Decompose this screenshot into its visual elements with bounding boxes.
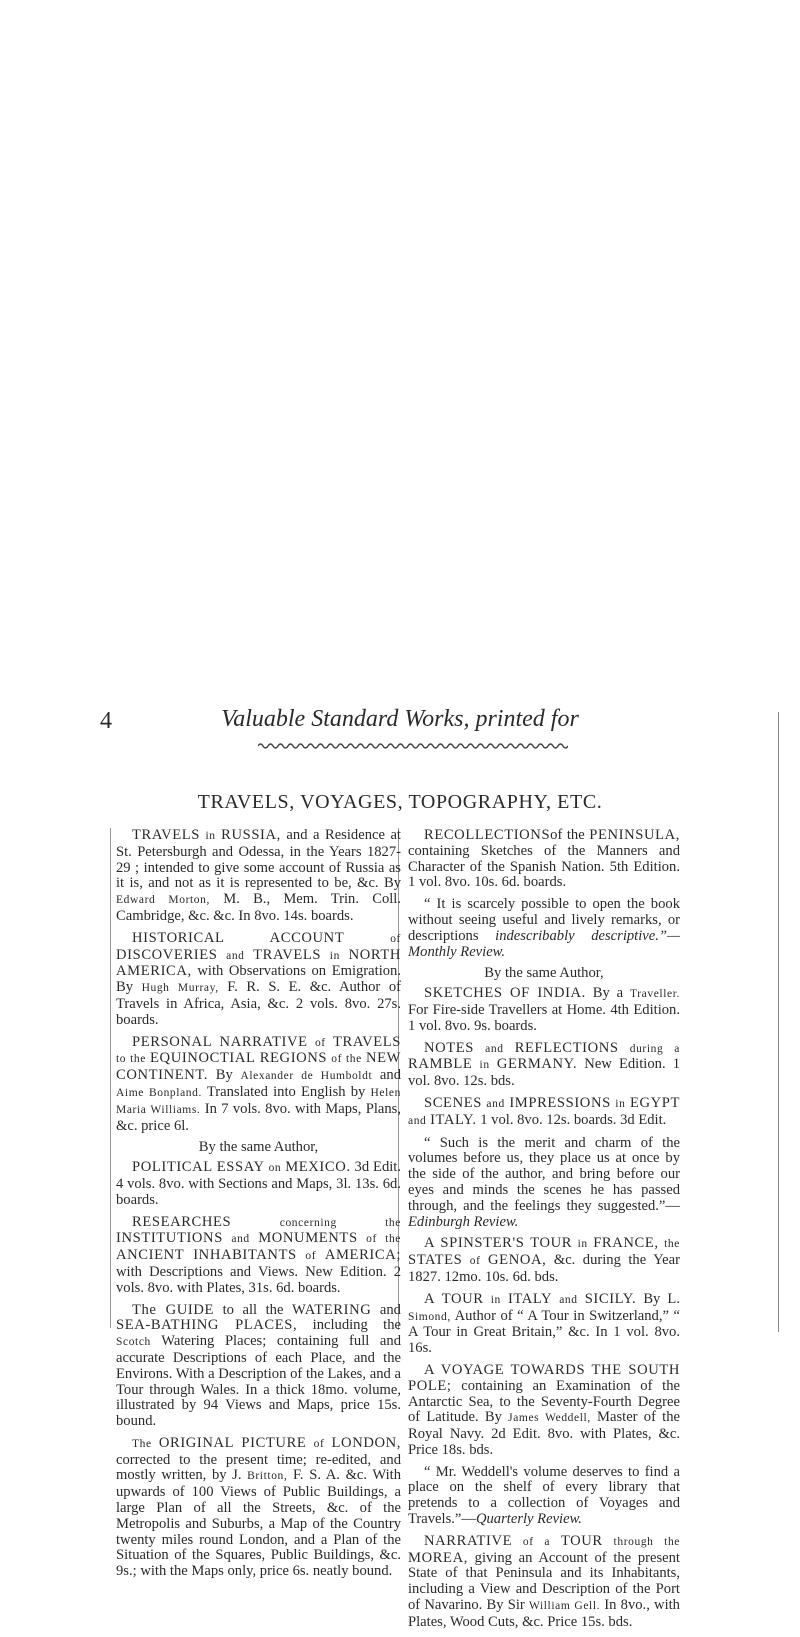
entry-text: Translated into English by [201, 1083, 371, 1100]
entry-heading: PERSONAL NARRATIVE [132, 1033, 308, 1050]
wavy-ornament-rule [258, 741, 568, 751]
entry-heading: PENINSULA, [589, 827, 680, 843]
entry-heading: A SPINSTER'S TOUR [424, 1235, 573, 1252]
entry-text: and a Residence at St. Petersburgh and Odessa, in the Years 1827-29 ; intended to give some account of Russia as it is, and not as it is represented to be, &c. By [116, 827, 401, 892]
heading-connector: concerning the [279, 1216, 401, 1229]
entry-heading: SCENES [424, 1094, 482, 1111]
entry-heading: RAMBLE [408, 1056, 473, 1073]
entry-text: giving an Account of the present State of that Peninsula and its Inhabitants, including a View and Description of the Port of Navarino. By Sir [408, 1549, 680, 1614]
heading-connector: in [329, 949, 340, 962]
heading-connector: during a [629, 1042, 680, 1055]
quote-source: Edinburgh Review. [408, 1213, 519, 1230]
left-column-rule [110, 828, 111, 1328]
entry-sketches-india [408, 986, 680, 1034]
entry-heading: POLITICAL ESSAY [132, 1159, 265, 1176]
entry-heading: DISCOVERIES [116, 946, 218, 963]
entry-text: By L. [636, 1290, 680, 1307]
entry-heading: NOTES [424, 1039, 475, 1056]
entry-heading: WATERING [291, 1301, 372, 1318]
heading-connector: and [408, 1114, 427, 1127]
entry-heading: AMERICA; [324, 1247, 401, 1264]
entry-voyage-south-pole [408, 1363, 680, 1459]
entry-heading: ORIGINAL PICTURE [158, 1434, 307, 1451]
entry-narrative-morea [408, 1534, 680, 1631]
entry-original-picture-london [116, 1436, 401, 1580]
entry-text: containing an Examination of the Antarctic Sea, to the Seventy-Fourth Degree of Latitude. By [408, 1377, 680, 1426]
entry-heading: LONDON, [331, 1434, 402, 1451]
entry-scenes-impressions [408, 1096, 680, 1130]
entry-heading: STATES [408, 1252, 463, 1269]
entry-text: with Descriptions and Views. New Edition. 2 vols. 8vo. with Plates, 31s. 6d. boards. [116, 1263, 401, 1296]
review-quote [408, 1465, 680, 1528]
author-name: Scotch [116, 1336, 151, 1349]
entry-text: By [208, 1067, 241, 1084]
heading-connector: in [490, 1293, 501, 1306]
quote-source: Quarterly Review. [475, 1511, 582, 1528]
entry-heading: NORTH AMERICA, [116, 946, 401, 980]
heading-connector: of [469, 1255, 481, 1268]
author-name: Alexander de Humboldt [240, 1070, 373, 1083]
entry-text: 1 vol. 8vo. 12s. boards. 3d Edit. [476, 1111, 667, 1128]
entry-text: F. S. A. &c. With upwards of 100 Views of Public Buildings, a large Plan of all the Streets, &c. of the Metropolis and Suburbs, a Map of the Country twenty miles round London, and a Plan of the Situation of the Squares, Public Buildings, &c. 9s.; with the Maps only, price 6s. neatly bound. [116, 1467, 401, 1580]
entry-text: corrected to the present time; re-edited, and mostly written, by J. [116, 1451, 401, 1484]
running-title: Valuable Standard Works, printed for [221, 706, 579, 732]
entry-text: and [372, 1067, 401, 1084]
entry-heading: TRAVELS [333, 1033, 401, 1050]
entry-heading: ITALY. [430, 1111, 477, 1128]
heading-connector: and [226, 949, 245, 962]
heading-connector: and [231, 1233, 250, 1246]
author-name: Hugh Murray, [141, 982, 219, 995]
entry-text: In 7 vols. 8vo. with Maps, Plans, &c. price 6l. [116, 1100, 401, 1134]
review-quote [408, 897, 680, 960]
right-column [408, 828, 680, 1637]
entry-heading: NEW CONTINENT. [116, 1050, 401, 1084]
heading-connector: the [664, 1238, 680, 1251]
entry-heading: ITALY [507, 1290, 553, 1307]
entry-text: containing Sketches of the Manners and Character of the Spanish Nation. 5th Edition. 1 vol. 8vo. 10s. 6d. boards. [408, 842, 680, 891]
entry-text: New Edition. 1 vol. 8vo. 12s. bds. [408, 1056, 680, 1090]
entry-researches [116, 1215, 401, 1297]
entry-guide-watering [116, 1303, 401, 1430]
entry-heading: MOREA, [408, 1549, 468, 1566]
author-name: William Gell. [528, 1600, 601, 1613]
entry-heading: RECOLLECTIONS [424, 827, 551, 843]
entry-heading: FRANCE, [593, 1235, 659, 1252]
entry-text: For Fire-side Travellers at Home. 4th Edition. 1 vol. 8vo. 9s. boards. [408, 1001, 680, 1034]
entry-heading: ANCIENT INHABITANTS [116, 1247, 297, 1264]
review-quote [408, 1136, 680, 1231]
entry-heading: GERMANY. [496, 1056, 578, 1073]
heading-connector: in [479, 1059, 490, 1072]
entry-heading: TRAVELS [253, 946, 322, 963]
heading-connector: and [485, 1042, 504, 1055]
entry-tour-italy-sicily [408, 1292, 680, 1357]
entry-text: Author of “ A Tour in Switzerland,” “ A Tour in Great Britain,” &c. In 1 vol. 8vo. 16s. [408, 1307, 680, 1357]
entry-heading: MONUMENTS [258, 1230, 358, 1247]
heading-connector: and [486, 1097, 505, 1110]
entry-notes-reflections [408, 1041, 680, 1090]
heading-connector: in [577, 1238, 588, 1251]
author-name: James Weddell, [508, 1412, 591, 1425]
heading-connector: through the [613, 1535, 680, 1548]
page-number: 4 [100, 708, 112, 734]
heading-connector: in [205, 830, 216, 842]
entry-heading: GENOA, [488, 1252, 547, 1269]
left-column [116, 828, 401, 1586]
heading-connector: and [559, 1293, 578, 1306]
entry-text: In 8vo., with Plates, Wood Cuts, &c. Price 15s. bds. [408, 1597, 680, 1630]
author-name: Helen Maria Williams. [116, 1086, 401, 1116]
heading-connector: of [390, 932, 401, 945]
heading-connector: of the [331, 1053, 362, 1066]
entry-travels-russia [116, 828, 401, 925]
entry-heading: A VOYAGE TOWARDS THE SOUTH POLE; [408, 1361, 680, 1394]
entry-heading: EQUINOCTIAL REGIONS [150, 1050, 328, 1067]
entry-text: 3d Edit. 4 vols. 8vo. with Sections and Maps, 3l. 13s. 6d. boards. [116, 1159, 402, 1208]
byline: By the same Author, [198, 1139, 319, 1156]
entry-personal-narrative [116, 1035, 401, 1135]
entry-text: By a [585, 985, 631, 1002]
heading-connector: of the [366, 1233, 401, 1246]
entry-heading: RUSSIA, [221, 827, 281, 843]
entry-heading: EGYPT [629, 1094, 680, 1111]
author-name: Traveller. [630, 988, 680, 1001]
entry-heading: REFLECTIONS [514, 1039, 619, 1056]
heading-connector: The [132, 1437, 152, 1450]
quote-text: “ Mr. Weddell's volume deserves to find a place on the shelf of every library that pretends to a collection of Voyages and Travels.”— [408, 1463, 680, 1528]
entry-text: M. B., Mem. Trin. Coll. Cambridge, &c. &c. In 8vo. 14s. boards. [116, 891, 402, 924]
entry-heading: SKETCHES OF INDIA. [424, 985, 586, 1002]
heading-connector: of [314, 1036, 326, 1049]
entry-text: of the [550, 827, 590, 843]
section-title: TRAVELS, VOYAGES, TOPOGRAPHY, ETC. [197, 791, 603, 813]
entry-heading: SEA-BATHING PLACES, [116, 1317, 298, 1334]
entry-text: Master of the Royal Navy. 2d Edit. 8vo. with Plates, &c. Price 18s. bds. [408, 1409, 680, 1458]
entry-text: including the [297, 1317, 401, 1334]
heading-connector: of a [522, 1535, 551, 1548]
entry-heading: TOUR [560, 1532, 603, 1549]
heading-connector: of [305, 1250, 317, 1263]
entry-heading: MEXICO. [285, 1159, 351, 1176]
heading-connector: of [313, 1437, 325, 1450]
entry-text: and [371, 1301, 401, 1318]
quote-source: indescribably descriptive.”—Monthly Review. [408, 927, 680, 960]
entry-heading: NARRATIVE [424, 1532, 513, 1549]
entry-text: with Observations on Emigration. By [116, 963, 401, 996]
entry-text: Watering Places; containing full and accurate Descriptions of each Place, and the Environs. With a Description of the Lakes, and a Tour through Wales. In a thick 18mo. volume, illustrated by 94 Views and Maps, price 15s. bound. [116, 1333, 401, 1430]
heading-connector: on [268, 1162, 282, 1175]
entry-heading: SICILY. [584, 1290, 637, 1307]
heading-connector: in [615, 1097, 626, 1110]
entry-heading: INSTITUTIONS [116, 1230, 223, 1247]
entry-heading: A TOUR [424, 1290, 484, 1307]
heading-connector: to the [116, 1053, 146, 1066]
entry-text: to all the [214, 1301, 292, 1318]
author-name: Aime Bonpland. [116, 1086, 202, 1099]
author-name: Edward Morton, [116, 894, 210, 907]
entry-heading: The GUIDE [132, 1301, 215, 1318]
entry-heading: RESEARCHES [132, 1213, 232, 1230]
author-name: Simond, [408, 1310, 451, 1323]
quote-text: “ It is scarcely possible to open the book without seeing useful and lively remarks, or descriptions [408, 896, 680, 944]
entry-political-essay [116, 1160, 401, 1208]
entry-heading: HISTORICAL ACCOUNT [132, 929, 345, 946]
author-name: Britton, [247, 1470, 288, 1483]
quote-text: “ Such is the merit and charm of the volumes before us, they place us at once by the side of the author, and bring before our eyes and minds the scenes he has passed through, and the feelings they suggested.”— [408, 1134, 680, 1214]
byline: By the same Author, [484, 965, 604, 982]
entry-heading: TRAVELS [132, 827, 200, 843]
entry-spinsters-tour [408, 1236, 680, 1285]
entry-recollections-peninsula [408, 828, 680, 891]
entry-historical-account [116, 931, 401, 1029]
entry-text: F. R. S. E. &c. Author of Travels in Africa, Asia, &c. 2 vols. 8vo. 27s. boards. [116, 979, 401, 1028]
entry-text: &c. during the Year 1827. 12mo. 10s. 6d. bds. [408, 1252, 680, 1285]
entry-heading: IMPRESSIONS [509, 1094, 611, 1111]
